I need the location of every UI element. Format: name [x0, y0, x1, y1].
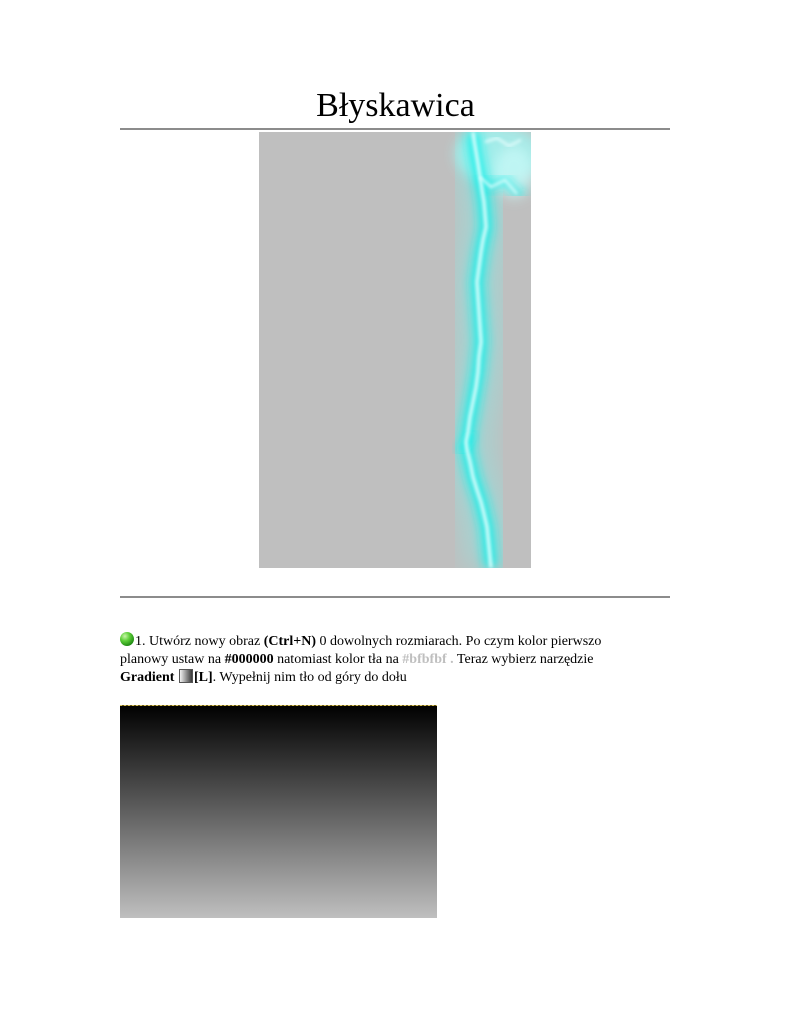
section-divider [120, 596, 670, 598]
background-color-value: #bfbfbf . [402, 652, 454, 667]
gradient-fill-example-image [120, 705, 437, 918]
document-title: Błyskawica [316, 87, 475, 124]
shortcut-new-image: (Ctrl+N) [263, 634, 316, 649]
step-text: natomiast kolor tła na [273, 652, 403, 667]
step-1-paragraph [120, 632, 640, 687]
step-text: Teraz wybierz narzędzie [453, 652, 594, 667]
foreground-color-value: #000000 [224, 652, 274, 667]
step-text: Utwórz nowy obraz [149, 634, 264, 649]
tool-shortcut: [L] [193, 670, 213, 685]
step-text: 0 dowolnych rozmiarach. Po czym kolor pierwszo planowy ustaw na [120, 634, 602, 667]
gradient-tool-icon [179, 669, 193, 683]
lightning-preview-image [259, 132, 531, 568]
title-divider [120, 128, 670, 130]
lightning-bolt-graphic [259, 132, 531, 568]
green-ball-icon [120, 632, 134, 646]
tool-name: Gradient [120, 670, 175, 685]
step-number: 1. [135, 634, 149, 649]
step-text: . Wypełnij nim tło od góry do dołu [212, 670, 407, 685]
